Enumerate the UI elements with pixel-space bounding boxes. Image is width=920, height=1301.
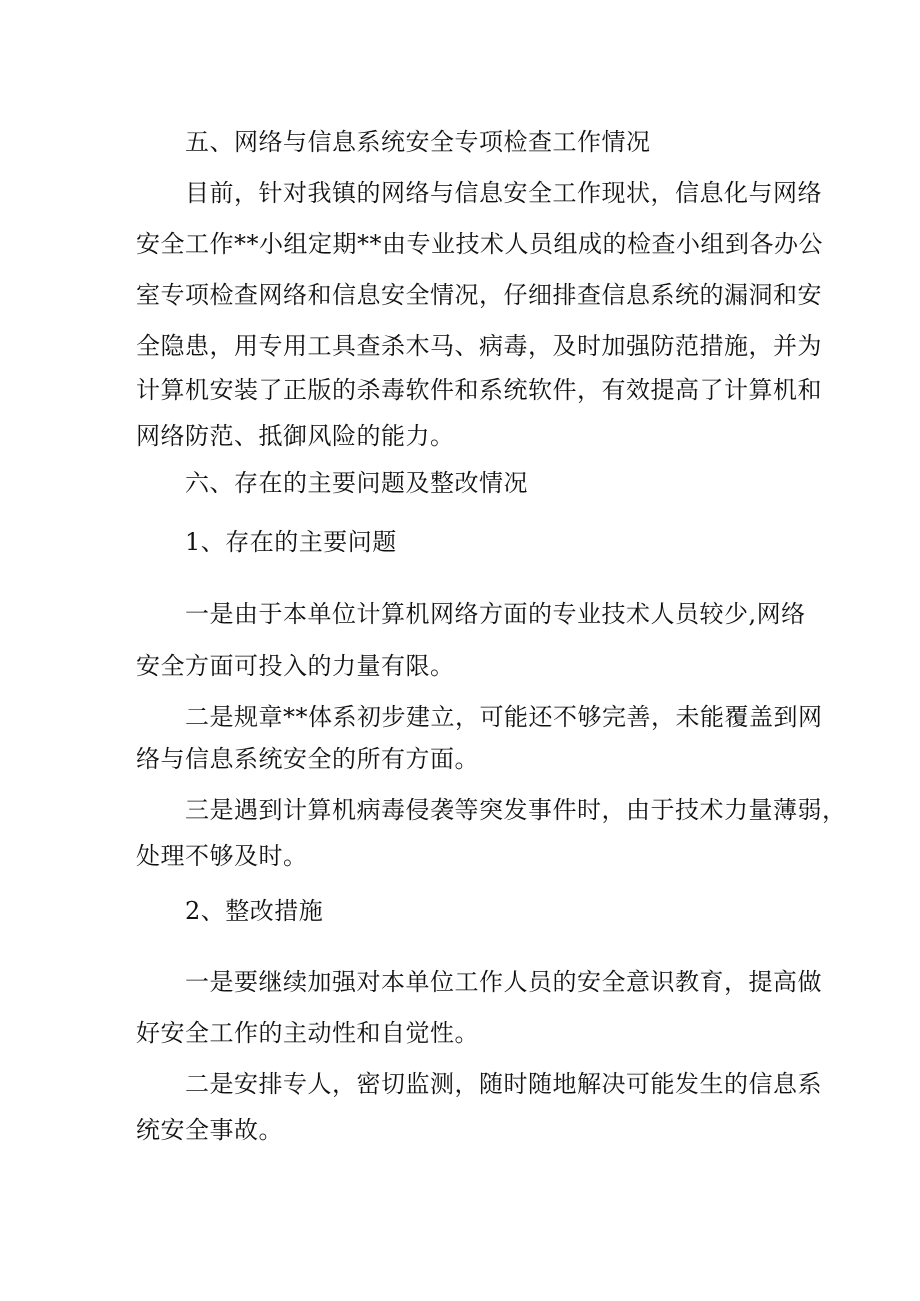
measure-1-line-1: 一是要继续加强对本单位工作人员的安全意识教育，提高做 [185, 968, 822, 996]
problem-2-line-1: 二是规章**体系初步建立，可能还不够完善，未能覆盖到网 [185, 703, 823, 731]
section-5-para-line-1: 目前，针对我镇的网络与信息安全工作现状，信息化与网络 [185, 179, 822, 207]
problem-3-line-1: 三是遇到计算机病毒侵袭等突发事件时，由于技术力量薄弱， [185, 796, 847, 824]
problem-3-line-2: 处理不够及时。 [136, 842, 308, 870]
problem-1-line-1: 一是由于本单位计算机网络方面的专业技术人员较少,网络 [185, 600, 806, 628]
section-6-title: 六、存在的主要问题及整改情况 [185, 469, 528, 497]
section-5-para-line-4: 全隐患，用专用工具查杀木马、病毒，及时加强防范措施，并为 [136, 332, 822, 360]
subsection-2-title: 2、整改措施 [185, 897, 324, 925]
subsection-1-title: 1、存在的主要问题 [185, 528, 397, 556]
measure-1-line-2: 好安全工作的主动性和自觉性。 [136, 1019, 479, 1047]
section-5-para-line-3: 室专项检查网络和信息安全情况，仔细排查信息系统的漏洞和安 [136, 281, 822, 309]
section-5-para-line-6: 网络防范、抵御风险的能力。 [136, 422, 455, 450]
problem-2-line-2: 络与信息系统安全的所有方面。 [136, 745, 479, 773]
measure-2-line-2: 统安全事故。 [136, 1116, 283, 1144]
problem-1-line-2: 安全方面可投入的力量有限。 [136, 652, 455, 680]
section-5-para-line-2: 安全工作**小组定期**由专业技术人员组成的检查小组到各办公 [136, 230, 823, 258]
section-5-para-line-5: 计算机安装了正版的杀毒软件和系统软件，有效提高了计算机和 [136, 376, 822, 404]
section-5-title: 五、网络与信息系统安全专项检查工作情况 [185, 128, 651, 156]
measure-2-line-1: 二是安排专人，密切监测，随时随地解决可能发生的信息系 [185, 1070, 822, 1098]
